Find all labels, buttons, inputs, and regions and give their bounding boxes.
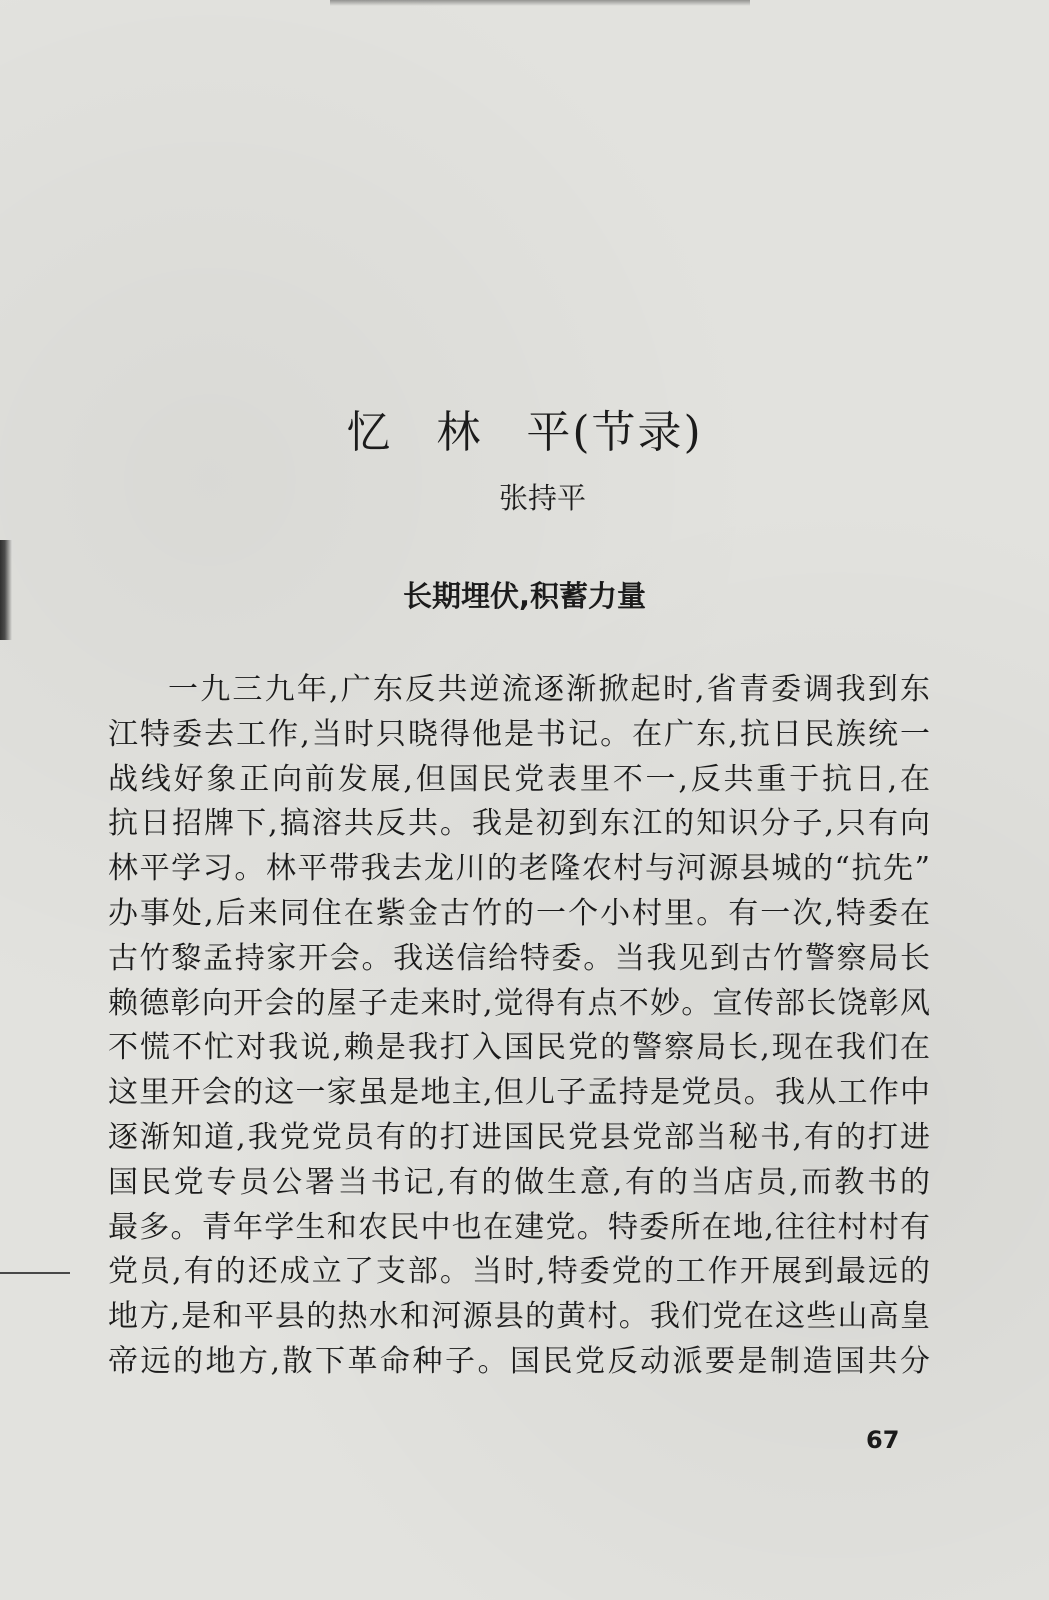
text-line: 林平学习。林平带我去龙川的老隆农村与河源县城的“抗先” [108,851,930,887]
text-line: 最多。青年学生和农民中也在建党。特委所在地,往往村村有 [108,1209,930,1245]
text-line: 一九三九年,广东反共逆流逐渐掀起时,省青委调我到东 [168,672,930,707]
text-line: 战线好象正向前发展,但国民党表里不一,反共重于抗日,在 [108,761,930,797]
article-title [0,405,1049,461]
text-line: 这里开会的这一家虽是地主,但儿子孟持是党员。我从工作中 [108,1075,930,1111]
title-part-2: 林 [436,407,483,458]
text-line: 党员,有的还成立了支部。当时,特委党的工作开展到最远的 [108,1254,930,1290]
text-line: 古竹黎孟持家开会。我送信给特委。当我见到古竹警察局长 [108,940,930,976]
text-line: 地方,是和平县的热水和河源县的黄村。我们党在这些山高皇 [108,1299,930,1335]
text-line: 江特委去工作,当时只晓得他是书记。在广东,抗日民族统一 [108,716,930,752]
text-line: 不慌不忙对我说,赖是我打入国民党的警察局长,现在我们在 [108,1030,930,1066]
title-part-3: 平(节录) [526,407,703,458]
title-part-1: 忆 [346,407,393,458]
text-line: 国民党专员公署当书记,有的做生意,有的当店员,而教书的 [108,1164,930,1200]
page-number: 67 [866,1426,900,1454]
section-heading: 长期埋伏,积蓄力量 [402,579,647,613]
text-line: 抗日招牌下,搞溶共反共。我是初到东江的知识分子,只有向 [108,806,930,842]
text-line: 帝远的地方,散下革命种子。国民党反动派要是制造国共分 [108,1343,930,1379]
author-name: 张持平 [498,481,586,515]
top-scan-shadow [330,0,750,6]
body-paragraph [108,668,930,1385]
text-line: 办事处,后来同住在紫金古竹的一个小村里。有一次,特委在 [108,895,930,931]
left-edge-scan-line [0,1272,70,1274]
text-line: 赖德彰向开会的屋子走来时,觉得有点不妙。宣传部长饶彰风 [108,985,930,1021]
text-line: 逐渐知道,我党党员有的打进国民党县党部当秘书,有的打进 [108,1119,930,1155]
